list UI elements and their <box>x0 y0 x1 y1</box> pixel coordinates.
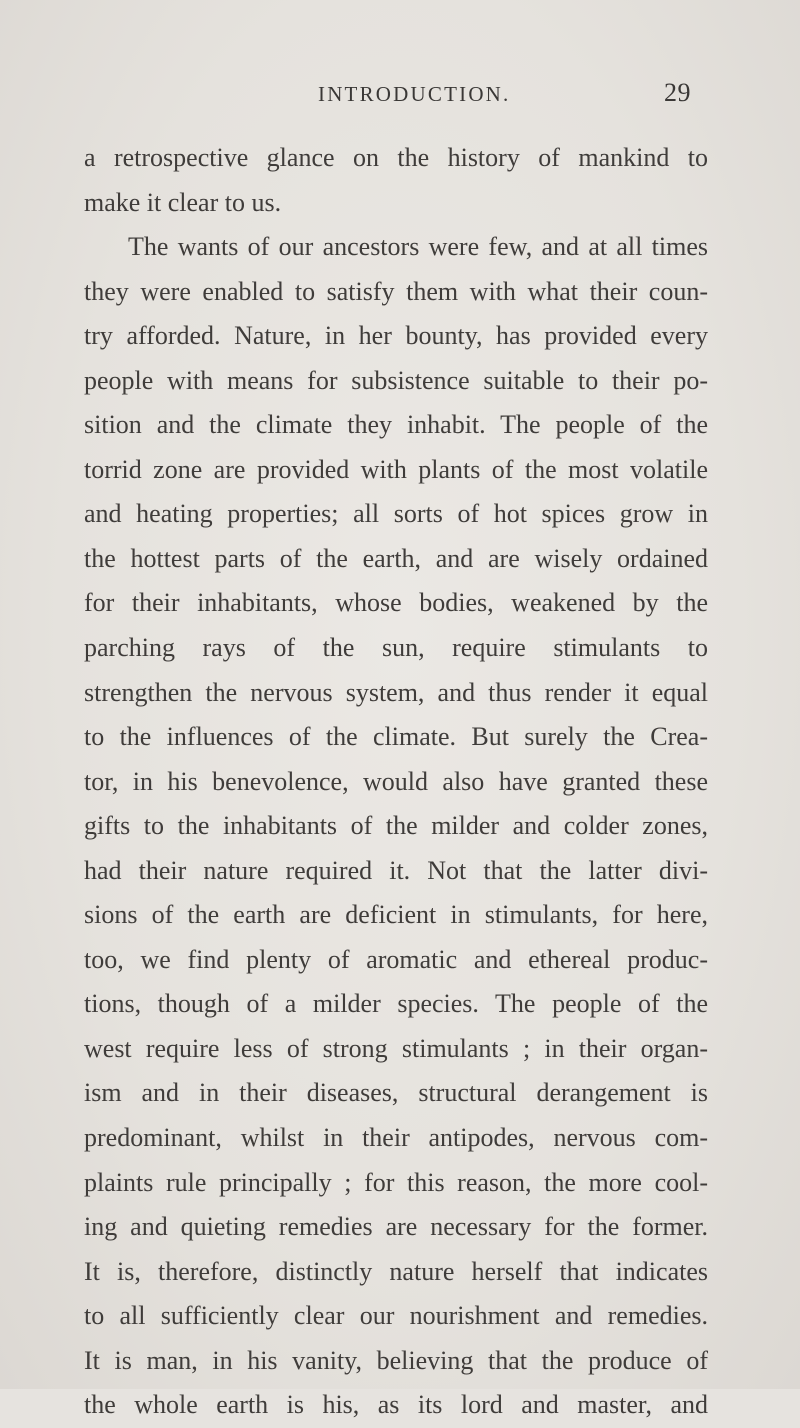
text-line: gifts to the inhabitants of the milder and colder zones, <box>84 811 708 841</box>
text-line: parching rays of the sun, require stimulants to <box>84 633 708 663</box>
text-line: predominant, whilst in their antipodes, nervous com- <box>84 1123 708 1153</box>
text-line: too, we find plenty of aromatic and ethereal produc- <box>84 944 708 974</box>
text-line: to the influences of the climate. But surely the Crea- <box>84 722 708 752</box>
text-line: they were enabled to satisfy them with what their coun- <box>84 276 708 306</box>
text-line: The wants of our ancestors were few, and at all times <box>128 232 708 262</box>
text-line: had their nature required it. Not that the latter divi- <box>84 855 708 885</box>
text-line: torrid zone are provided with plants of the most volatile <box>84 454 708 484</box>
text-line: to all sufficiently clear our nourishment and remedies. <box>84 1301 708 1331</box>
page-number: 29 <box>664 78 691 107</box>
text-line: the whole earth is his, as its lord and master, and <box>84 1390 708 1420</box>
text-line: tions, though of a milder species. The people of the <box>84 989 708 1019</box>
body-text <box>84 136 708 1428</box>
text-line: tor, in his benevolence, would also have granted these <box>84 766 708 796</box>
text-line: sions of the earth are deficient in stimulants, for here, <box>84 900 708 930</box>
text-line: plaints rule principally ; for this reason, the more cool- <box>84 1167 708 1197</box>
text-line: and heating properties; all sorts of hot spices grow in <box>84 499 708 529</box>
text-line: west require less of strong stimulants ; in their organ- <box>84 1033 708 1063</box>
text-line: It is man, in his vanity, believing that the produce of <box>84 1345 708 1375</box>
text-line: It is, therefore, distinctly nature herself that indicates <box>84 1256 708 1286</box>
text-line: make it clear to us. <box>84 187 282 217</box>
text-line: a retrospective glance on the history of mankind to <box>84 143 708 172</box>
text-line: ism and in their diseases, structural derangement is <box>84 1078 708 1108</box>
text-line: ing and quieting remedies are necessary for the former. <box>84 1212 708 1242</box>
page-header <box>0 78 800 116</box>
text-line: people with means for subsistence suitable to their po- <box>84 365 708 395</box>
text-line: strengthen the nervous system, and thus render it equal <box>84 677 708 707</box>
text-line: for their inhabitants, whose bodies, weakened by the <box>84 588 708 618</box>
text-line: try afforded. Nature, in her bounty, has provided every <box>84 321 708 351</box>
running-head: INTRODUCTION. <box>318 82 511 106</box>
text-line: sition and the climate they inhabit. The people of the <box>84 410 708 440</box>
text-line: the hottest parts of the earth, and are wisely ordained <box>84 543 708 573</box>
